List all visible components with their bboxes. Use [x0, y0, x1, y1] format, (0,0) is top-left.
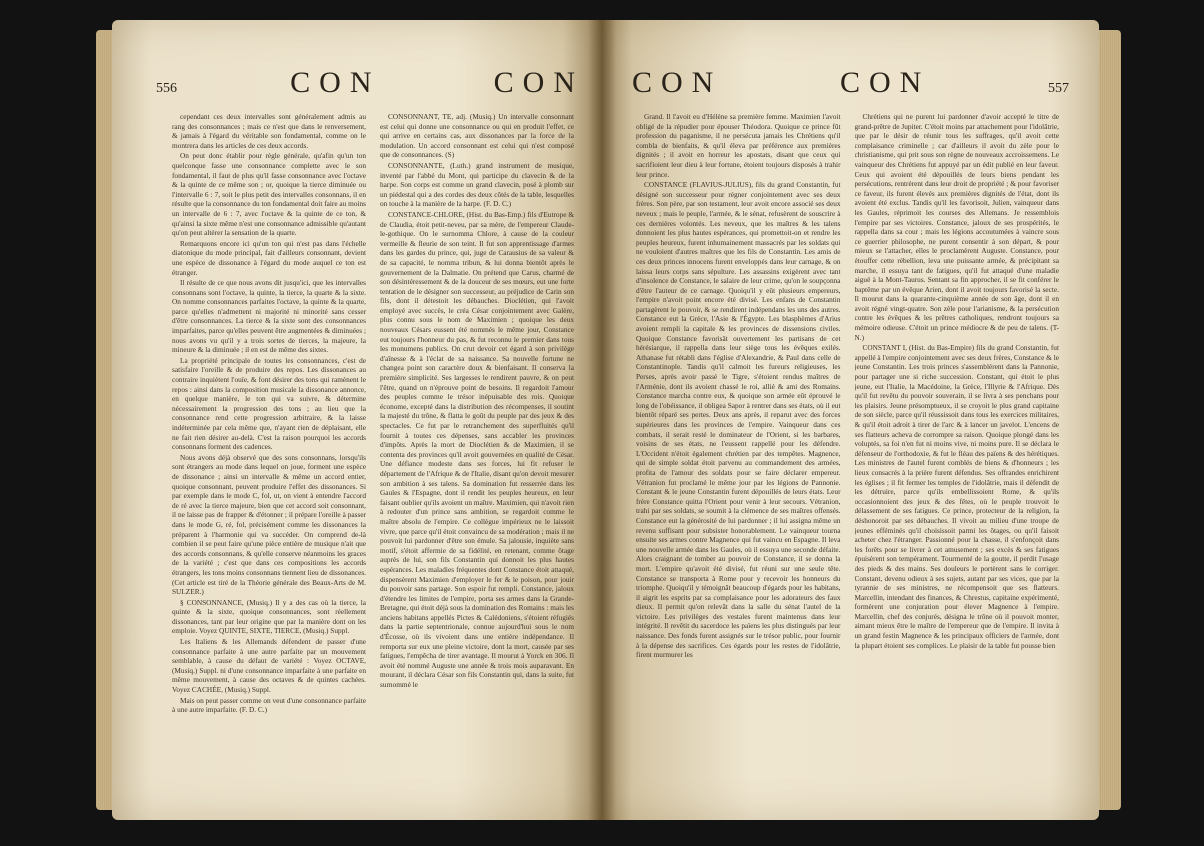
left-page-columns: [172, 112, 574, 796]
paragraph: CONSTANCE-CHLORE, (Hist. du Bas-Emp.) fils d'Eutrope & de Claudia, étoit petit-neveu, par sa mère, de l'empereur Claude-le-gothique. On le surnomma Chlore, à cause de la couleur vermeille & fleurie de son teint. Il fut son apprentissage d'armes dans les gardes du prince, qui, juge de Carausius de sa valeur & de sa capacité, le nomma tribun, & lui donna bientôt après le gouvernement de la Dalmatie. On prétend que Carus, charmé de son désintéressement & de la douceur de ses mœurs, eut une forte tentation de le désigner son successeur, au préjudice de Carin son fils, dont il détestoit les débauches. Dioclétien, qui l'avoit employé avec succès, le créa César conjointement avec Galère, plus connu sous le nom de Maximien ; quoique les deux nouveaux Césars eussent été nommés le même jour, Constance eut toujours l'honneur du pas, & fut reconnu le premier dans tous les monumens publics. On crut devoir cet égard à son privilège d'aînesse & à l'éclat de sa naissance. Sa nouvelle fortune ne changea point son caractère doux & bienfaisant. Il conserva la première simplicité. Ses largesses le rendirent pauvre, & on peut l'être, quand on n'éprouve point de besoins. Il regardoit l'amour des peuples comme le trésor inépuisable des rois. Quoique économe, excepté dans la distribution des récompenses, il soutint la majesté du trône, & flatta le goût du peuple par des jeux & des spectacles. Ce fut par le retranchement des superfluités qu'il fournit à toutes ces dépenses, sans accabler les provinces d'impôts. Après la mort de Dioclétien & de Maximien, il se contenta des provinces qu'il avoit gouvernées en qualité de César. Une défiance modeste dans ses forces, lui fit refuser le département de l'Afrique & de l'Italie, disant qu'on devoit mesurer son ambition à ses talens. Sa domination fut resserrée dans les Gaules & l'Espagne, dont il rendit les peuples heureux, en leur faisant oublier qu'ils avoient un maître. Maximien, qui n'avoit rien à redouter d'un prince sans ambition, se regardoit comme le maître absolu de l'empire. Ce collègue impérieux ne le laissoit vivre, que parce qu'il étoit convaincu de sa modération ; mais il ne pouvoit lui pardonner d'être son émule. Sa jalousie, inquiète sans motif, s'étoit affermie de sa fidélité, en retenant, comme ôtage auprès de lui, son fils Constantin qui donnoit les plus hautes espérances. Les maladies fréquentes dont Constance étoit attaqué, dispensèrent Maximien d'employer le fer & le poison, pour jouir du pouvoir sans partage. Son espoir fut rempli. Constance, jaloux d'étendre les limites de l'empire, porta ses armes dans la Grande-Bretagne, qui étoit déjà sous la domination des Romains : mais les anciens habitans appellés Pictes & Calédoniens, s'étoient réfugiés dans la partie septentrionale, connue aujourd'hui sous le nom d'Écosse, où ils vivoient dans une entière indépendance. Il remporta sur eux une pleine victoire, dont la mort, causée par ses fatigues, l'empêcha de tirer avantage. Il mourut à Yorck en 306. Il avoit été nommé Auguste une année & trois mois auparavant. En mourant, il déclara César son fils Constantin qui, dans la suite, fut surnommé le: [380, 209, 574, 690]
book-gutter: [588, 20, 616, 820]
paragraph: Remarquons encore ici qu'un ton qui n'est pas dans l'échelle diatonique du mode principal, fait d'ailleurs consonnant, devient une espèce de dissonance à l'égard du mode auquel ce ton est étranger.: [172, 238, 366, 277]
paragraph: Chrétiens qui ne purent lui pardonner d'avoir accepté le titre de grand-prêtre de Jupiter. C'étoit moins par attachement pour l'idolâtrie, que par le désir de réunir tous les suffrages, qu'il avoit cette complaisance criminelle ; car d'ailleurs il avoit du zèle pour le christianisme, qui prit sous son règne de nouveaux accroissemens. Le vainqueur des Chrétiens fut appuyé par un édit publié en leur faveur. Ceux qui avoient été dépouillés de leurs biens pendant les persécutions, rentrèrent dans leur droit de propriété ; & pour favoriser ce faveur, ils furent élevés aux premières dignités de l'état, dont ils avoient été exclus. Tandis qu'il les favorisoit, Julien, vainqueur dans les Gaules, réprimoit les courses des Allemans. Je ressemblois l'empire par ses victoires. Constance, jaloux de ses prospérités, le rappella dans sa cour ; mais les légions accoutumées à vaincre sous ce guerrier philosophe, ne purent consentir à son départ, & pour mieux se l'attacher, elles le proclamèrent Auguste. Constance, pour étouffer cette rébellion, leva une puissante armée, & précipitant sa marche, il essuya tant de fatigues, qu'il fut attaqué d'une maladie aiguë à la Mont-Taurus. Sentant sa fin approcher, il se fit conférer le baptême par un évêque Arien, dont il avoit toujours favorisé la secte. Il mourut dans la quarante-cinquième année de son âge, dont il en avoit régné vingt-quatre. Son zèle pour l'arianisme, & la persécution contre les évêques & les prêtres catholiques, rendront toujours sa mémoire odieuse. C'étoit un prince médiocre & de peu de talens. (T-N.): [854, 112, 1059, 342]
page-number: 557: [1048, 81, 1069, 96]
left-page-header: [156, 66, 584, 102]
right-page-columns: [636, 112, 1059, 796]
paragraph: Nous avons déjà observé que des sons consonnans, lorsqu'ils sont étrangers au mode dans lequel on joue, forment une espèce de dissonance ; ainsi un intervalle & même un accord entier, quoique consonnant, peuvent produire l'effet des dissonances. Si par exemple dans le mode C, fol, ut, on vient à entendre l'accord de ré avec la tierce majeure, bien que cet accord soit consonnant, il ne laisse pas de frapper & d'étonner ; il prépare l'oreille à passer dans le mode G, ré, fol, précisément comme les dissonances la préparent à l'harmonie qui va succéder. On comprend de-là combien il se peut faire qu'une pièce entière de musique n'ait que des accords consonnans, & qu'elle conserve néanmoins les graces de la variété ; c'est que dans ces compositions les accords étrangers, les tons moins consonnans tiennent lieu de dissonances. (Cet article est tiré de la Théorie générale des Beaux-Arts de M. SULZER.): [172, 452, 366, 597]
running-head: CON: [493, 66, 584, 99]
paragraph: CONSONNANTE, (Luth.) grand instrument de musique, inventé par l'abbé du Mont, qui participe du clavecin & de la harpe. Son corps est comme un grand clavecin, posé à plomb sur un piédestal qui a des cordes des deux côtés de la table, lesquelles on touche à la manière de la harpe. (F. D. C.): [380, 160, 574, 209]
paragraph: La propriété principale de toutes les consonnances, c'est de satisfaire l'oreille & de produire des repos. Les dissonances au contraire inquiètent l'ouïe, & font désirer des tons qui ramènent le repos : ainsi dans la composition musicale la dissonance annonce, en quelque manière, le ton qui va suivre, & détermine nécessairement la progression des tons ; au lieu que la consonnance rend cette progression arbitraire, & la laisse indéterminée par cela même que, n'ayant rien de déplaisant, elle ne fait rien désirer au-delà. C'est la raison pourquoi les accords consonnans forment des cadences.: [172, 355, 366, 452]
left-column-2: [380, 112, 574, 796]
paragraph: CONSTANT I, (Hist. du Bas-Empire) fils du grand Constantin, fut appellé à l'empire conjointement avec ses deux frères, Constance & le jeune Constantin. Les trois princes s'assemblèrent dans la Pannonie, pour partager une si riche succession. Constant, qui étoit le plus jeune, eut l'Italie, la Macédoine, la Grèce, l'Illyrie & l'Afrique. Dès qu'il fut revêtu du pouvoir souverain, il se livra à ses penchans pour les plaisirs. Jeune présomptueux, il se croyoit le plus grand capitaine de son siècle, parce qu'il réussissoit dans tous les exercices militaires, & qu'il étoit adroit à tirer de l'arc & à lancer un javelot. L'encens de ses flatteurs acheva de corrompre sa raison. Quoique plongé dans les voluptés, sa foi n'en fut ni moins vive, ni moins pure. Il se déclara le défenseur de l'orthodoxie, & fut le fléau des païens & des hérétiques. Les ministres de l'autel furent comblés de biens & d'honneurs ; les lieux consacrés à la prière furent défendus. Ses offrandes enrichirent les églises ; il fit fermer les temples de l'idolâtrie, mais il défendit de les détruire, parce qu'ils embellissoient Rome, & qu'ils occasionnoient des jeux & des fêtes, où le peuple trouvoit le délassement de ses fatigues. Ce prince, protecteur de la religion, la déshonoroit par ses débauches. Il vivoit au milieu d'une troupe de jeunes efféminés qu'il choisissoit parmi les ôtages, ou qu'il faisoit acheter chez l'étranger. Passionné pour la chasse, il s'enfonçoit dans les forêts pour se livrer à cet amusement ; ses excès & ses fatigues épuisèrent son tempérament. Tourmenté de la goutte, il perdit l'usage des pieds & des mains. Ses douleurs le portèrent sans le corriger. Constant, devenu odieux à ses sujets, autant par ses vices, que par la tyrannie de ses ministres, ne récompensoit que ses flatteurs. Marcellin, intendant des finances, & Chrestus, capitaine expérimenté, formèrent une conjuration pour élever Magnence à l'empire. Marcellin, chef des conjurés, désigna le trône où il pouvoit monter, aimant mieux être le maître de l'empereur que de l'empire. Il invita à un grand festin Magnence & les principaux officiers de l'armée, dont la plupart étoient ses complices. Le plaisir de la table fut pousse bien: [854, 343, 1059, 650]
page-edges-right: [1097, 30, 1121, 810]
paragraph: Il résulte de ce que nous avons dit jusqu'ici, que les intervalles consonnans sont l'octave, la quinte, la tierce, la quarte & la sixte. On nomme consonnances parfaites l'octave, la quinte & la quarte, parce qu'elles n'admettent ni majorité ni minorité sans cesser d'être consonnances. La tierce & la sixte sont des consonnances imparfaites, parce qu'elles peuvent être augmentées & diminuées ; nous avons vu qu'il y a trois sortes de tierces, la majeure, la mineure & la diminuée ; il en est de même des sixtes.: [172, 278, 366, 355]
paragraph: Mais on peut passer comme on veut d'une consonnance parfaite à une autre imparfaite. (F. D. C.): [172, 695, 366, 715]
paragraph: cependant ces deux intervalles sont généralement admis au rang des consonnances ; mais ce n'est que dans le renversement, & jamais à l'égard du véritable son fondamental, comme on le montrera dans les articles de ces deux accords.: [172, 112, 366, 150]
left-page: [112, 20, 602, 820]
running-head: CON: [840, 66, 931, 99]
paragraph: CONSTANCE (FLAVIUS-JULIUS), fils du grand Constantin, fut désigné son successeur pour régner conjointement avec ses deux frères. Son père, par son testament, leur avoit encore associé ses deux neveux ; mais le peuple, l'armée, & le sénat, refusèrent de souscrire à ces dernières volontés. Les neveux, que les maîtres & les talens donnoient les plus hautes espérances, qui promettoit-on et rendre les peuples heureux, furent inhumainement massacrés par les soldats qui ne vouloient d'autres maîtres que les fils de Constantin. Les amis de ces deux princes innocens furent enveloppés dans leur carnage, & on laissa leurs corps sans sépulture. Les assassins exigèrent avec tant d'insolence de Constance, le salaire de leur crime, qu'on le soupçonna d'être l'auteur de ce carnage. Quoiqu'il y eût plusieurs empereurs, l'empire n'avoit point encore été divisé. Les enfans de Constantin partagèrent le pouvoir, & se rendirent indépendans les uns des autres. Constance eut la Grèce, l'Asie & l'Égypte. Les blasphèmes d'Arius avoient rempli la capitale & les provinces de dissensions civiles. Quoique Constance favorisât ouvertement les partisans de cet hérésiarque, il rappella dans leur siège tous les évêques exilés. Athanase fut rétabli dans l'église d'Alexandrie, & Paul dans celle de Constantinople. Tandis qu'il calmoit les fureurs religieuses, les Perses, après avoir passé le Tigre, s'étoient rendus maîtres de l'Arménie, dont ils avoient chassé le roi, allié & ami des Romains. Constance marcha contre eux, & quoique son armée eût éprouvé le long de l'obéissance, il obligea Sapor à rentrer dans ses états, où il eut bientôt réparé ses pertes. Deux ans après, il reparut avec des forces supérieures dans les provinces de l'empire. Vainqueur dans ces combats, il serait resté le dominateur de l'Orient, si les barbares, voisins de ses états, ne l'eussent rappellé pour les défendre. L'Occident n'étoit également chrétien par des tempêtes. Magnence, qui de simple soldat étoit parvenu au commandement des armées, profita de l'amour des soldats pour se faire déclarer empereur. Vétranion fut proclamé le même jour par les légions de Pannonie. Constant & le jeune Constantin furent dépouillés de leurs états. Leur frère Constance quitta l'Orient pour venir à leur secours. Vétranion, trahi par ses soldats, se soumit à la clémence de ses maîtres offensés. Constance eut la générosité de lui pardonner ; il lui assigna même un revenu suffisant pour subsister honorablement. Le vainqueur tourna ensuite ses armes contre Magnence qui fut vaincu en Espagne. Il leva une nouvelle armée dans les Gaules, où il essuya une seconde défaite. Alors craignant de tomber au pouvoir de Constance, il se donna la mort. L'empire qu'avoit été divisé, fut réuni sur une seule tête. Constance se transporta à Rome pour y recevoir les honneurs du triomphe. Quoiqu'il y témoignât beaucoup d'égards pour les habitans, il aigrit les esprits par sa complaisance pour les adorateurs des faux dieux. Il permit qu'on relevât dans la salle du sénat l'autel de la victoire. Les privilèges des vestales furent maintenus dans leur intégrité. Il revêtit du sacerdoce les païens les plus distingués par leur naissance. Des fonds furent assignés sur le trésor public, pour fournir à la dépense des sacrifices. Ces égards pour les restes de l'idolâtrie, firent murmurer les: [636, 180, 841, 660]
paragraph: Les Italiens & les Allemands défendent de passer d'une consonnance parfaite à une autre parfaite par un mouvement semblable, à cause du défaut de variété : Voyez OCTAVE, (Musiq.) Suppl. ni d'une consonnance imparfaite à une parfaite en même mouvement, à cause des octaves & de quintes cachées. Voyez CACHÉE, (Musiq.) Suppl.: [172, 637, 366, 695]
page-number: 556: [156, 81, 177, 96]
left-column-1: [172, 112, 366, 796]
right-page: [602, 20, 1099, 820]
paragraph: § CONSONNANCE, (Musiq.) Il y a des cas où la tierce, la quinte & la sixte, quoique consonnances, sont réellement dissonances, tant par leur origine que par la manière dont on les emploie. Voyez QUINTE, SIXTE, TIERCE, (Musiq.) Suppl.: [172, 597, 366, 636]
paragraph: Grand. Il l'avoit eu d'Hélène sa première femme. Maximien l'avoit obligé de la répudier pour épouser Théodora. Quoique ce prince fût profession du paganisme, il ne persécuta jamais les Chrétiens qu'il combla de bienfaits, & qu'il éleva par préférence aux premières dignités ; il avoit en horreur les apostats, disant que ceux qui sacrifioient leur dieu à leur fortune, étoient toujours disposés à trahir leur prince.: [636, 112, 841, 179]
running-head: CON: [632, 66, 723, 99]
right-column-2: [855, 112, 1060, 796]
running-head: CON: [290, 66, 381, 99]
right-page-header: [632, 66, 1069, 102]
right-column-1: [636, 112, 841, 796]
paragraph: CONSONNANT, TE, adj. (Musiq.) Un intervalle consonnant est celui qui donne une consonnance ou qui en produit l'effet, ce qui arrive en certains cas, aux dissonances par la force de la modulation. Un accord consonnant est celui qui n'est composé que de consonnances. (S): [380, 112, 574, 160]
paragraph: On peut donc établir pour règle générale, qu'afin qu'un ton quelconque fasse une consonnance complette avec le son fondamental, il faut de plus qu'il fasse consonnance avec l'octave & la quinte de ce même son ; or, quoique la tierce diminuée ou l'intervalle 6 : 7, soit le plus petit des intervalles consonnans, il en résulte que la consonnance du ton fondamental doit faire au moins un intervalle de 6 : 7, avec l'octave & la quinte de ce ton, & qu'ainsi la sixte même n'est une consonnance admissible qu'autant qu'on peut altérer la sensation de la quarte.: [172, 151, 366, 238]
